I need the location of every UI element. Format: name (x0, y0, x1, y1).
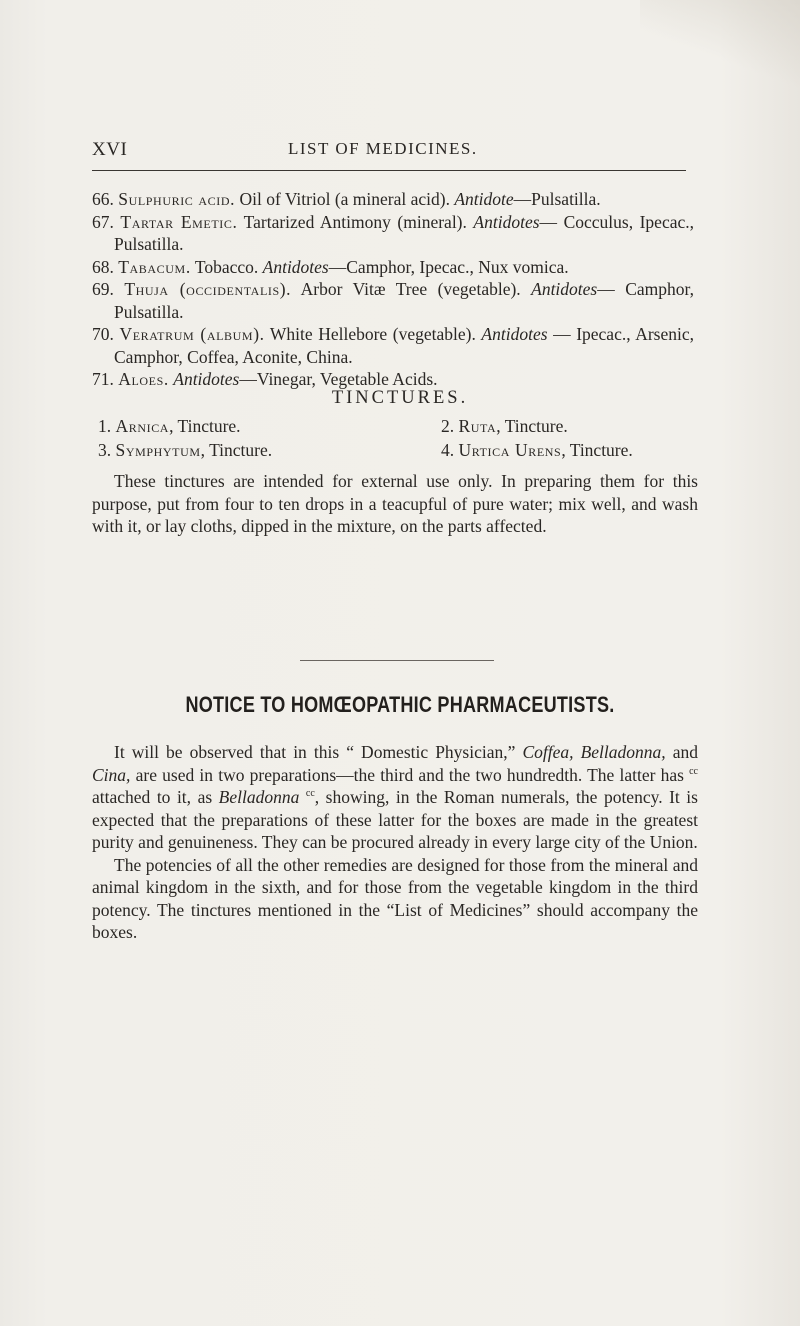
tincture-number: 1. (98, 416, 112, 436)
notice-heading: NOTICE TO HOMŒOPATHIC PHARMACEUTISTS. (185, 692, 615, 717)
antidote-label: Antidotes (262, 256, 329, 277)
entry-antidotes: —Vinegar, Vegetable Acids. (239, 369, 438, 389)
tincture-suffix: , Tincture. (200, 440, 273, 460)
entry-number: 68. (92, 256, 114, 277)
entry-number: 71. (92, 369, 114, 389)
tincture-name: Ruta (458, 416, 497, 436)
tincture-item (98, 440, 272, 461)
entry-number: 69. (92, 279, 114, 299)
page-header (92, 139, 698, 165)
potency-superscript: cc (305, 788, 315, 800)
notice-paragraph-2: The potencies of all the other remedies are designed for those from the mineral and animal kingdom in the sixth, and for those from the vegetable kingdom in the third potency. The tinctures mentioned in the “List of Medicines” should accompany the boxes. (92, 854, 698, 942)
notice-text: and (665, 742, 698, 762)
tincture-item (441, 440, 633, 461)
page-number: XVI (92, 139, 128, 160)
medicine-entry (92, 256, 694, 279)
medicine-entry (92, 188, 694, 211)
antidote-label: Antidote (454, 189, 514, 209)
header-rule (92, 170, 686, 171)
remedy-name: Belladonna (218, 787, 300, 807)
entry-description: Tartarized Antimony (mineral). (237, 211, 474, 232)
notice-text: It will be observed that in this “ Domestic Physician,” (114, 742, 523, 762)
entry-description: Tobacco. (190, 256, 263, 277)
entry-antidotes: — Camphor, Pulsatilla. (114, 279, 694, 322)
medicine-entry (92, 211, 694, 256)
tincture-name: Symphytum (115, 440, 201, 460)
notice-text: , showing, in the Roman numerals, the potency. It is expected that the preparations of these latter for the boxes are made in the greatest purity and genuineness. They can be procured already in every large city of the Union. (92, 787, 698, 852)
tincture-suffix: , Tincture. (496, 416, 568, 436)
remedy-name: Cina, (92, 764, 131, 785)
tinctures-heading: TINCTURES. (331, 388, 469, 408)
antidote-label: Antidotes (473, 211, 540, 232)
antidote-label: Antidotes (531, 279, 598, 299)
tincture-number: 3. (98, 440, 112, 460)
medicine-entry (92, 278, 694, 323)
notice-paragraph-1 (92, 741, 698, 854)
entry-name: Tabacum. (118, 256, 191, 277)
tinctures-note-text: These tinctures are intended for external use only. In preparing them for this purpose, put from four to ten drops in a teacupful of pure water; mix well, and wash with it, or lay cloths, dipped in the mixture, on the parts affected. (92, 471, 698, 536)
tincture-item (441, 416, 568, 437)
antidote-label: Antidotes (481, 324, 548, 344)
medicine-list (92, 188, 694, 391)
entry-name: Veratrum (album). (119, 324, 265, 344)
entry-description: White Hellebore (vegetable). (264, 324, 482, 344)
section-divider (300, 660, 494, 661)
tincture-suffix: , Tincture. (169, 416, 241, 436)
entry-description: Oil of Vitriol (a mineral acid). (235, 189, 455, 209)
entry-number: 70. (92, 324, 114, 344)
entry-number: 67. (92, 211, 114, 232)
tincture-number: 4. (441, 440, 455, 460)
tincture-item (98, 416, 241, 437)
running-head: LIST OF MEDICINES. (288, 139, 478, 158)
tincture-number: 2. (441, 416, 455, 436)
entry-description: Arbor Vitæ Tree (vegetable). (291, 279, 532, 299)
entry-name: Aloes. (118, 369, 169, 389)
entry-antidotes: —Camphor, Ipecac., Nux vomica. (328, 256, 569, 277)
tincture-name: Arnica (115, 416, 170, 436)
entry-antidotes: — Cocculus, Ipecac., Pulsatilla. (114, 211, 695, 254)
tincture-name: Urtica Urens (458, 440, 562, 460)
notice-text: are used in two preparations—the third and the two hundredth. The latter has (130, 764, 690, 785)
antidote-label: Antidotes (173, 369, 240, 389)
tincture-suffix: , Tincture. (561, 440, 633, 460)
entry-name: Thuja (occidentalis). (124, 279, 292, 299)
page-corner-shadow (640, 0, 800, 90)
potency-superscript: cc (689, 765, 698, 777)
remedy-name: Coffea, Belladonna, (522, 742, 666, 762)
entry-number: 66. (92, 189, 114, 209)
notice-body (92, 741, 698, 944)
medicine-entry (92, 323, 694, 368)
notice-text: attached to it, as (92, 787, 219, 807)
entry-antidotes: —Pulsatilla. (513, 189, 601, 209)
entry-name: Sulphuric acid. (118, 189, 236, 209)
entry-name: Tartar Emetic. (120, 211, 238, 232)
entry-antidotes: — Ipecac., Arsenic, Camphor, Coffea, Aconite, China. (114, 324, 694, 367)
tinctures-note (92, 470, 698, 538)
